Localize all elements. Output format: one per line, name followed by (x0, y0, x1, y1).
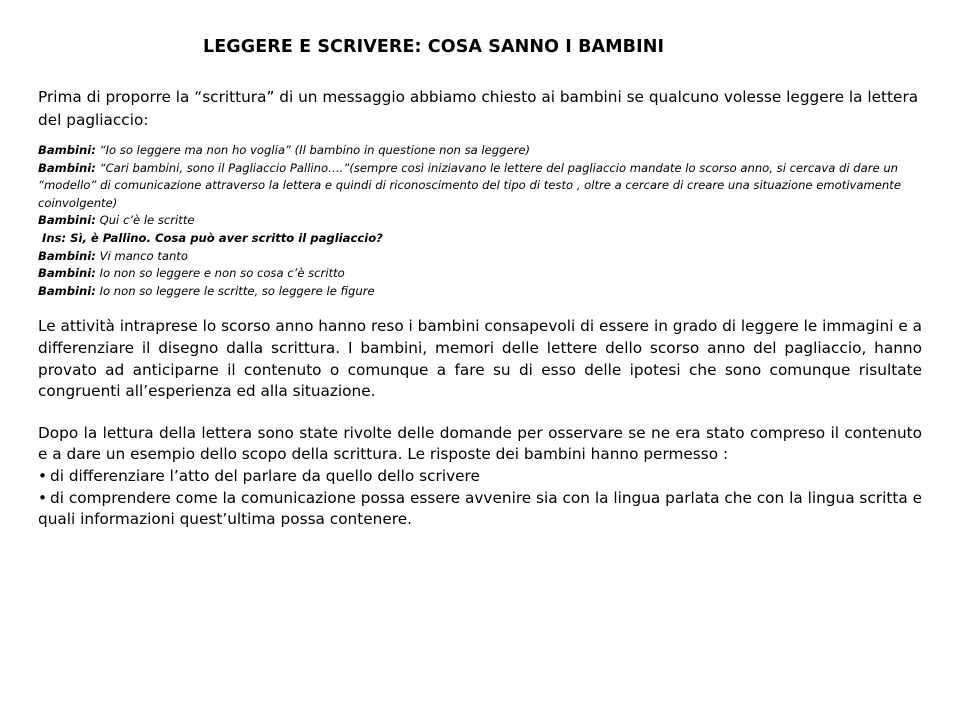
bullet-text: di comprendere come la comunicazione possa essere avvenire sia con la lingua parlata che con la lingua scritta e quali informazioni quest’ultima possa contenere. (38, 488, 922, 529)
dialogue-text: “Cari bambini, sono il Pagliaccio Pallino….”(sempre così iniziavano le lettere del pagliaccio mandate lo scorso anno, si cercava di dare un “modello” di comunicazione attraverso la lettera e quindi di riconoscimento del tipo di testo , oltre a cercare di creare una situazione emotivamente coinvolgente) (38, 160, 901, 210)
dialogue-line-teacher (38, 230, 922, 248)
dialogue-speaker: Bambini: (38, 266, 96, 281)
dialogue-line (38, 142, 922, 160)
dialogue-speaker: Bambini: (38, 160, 96, 175)
dialogue-speaker: Bambini: (38, 283, 96, 298)
dialogue-speaker: Bambini: (38, 213, 96, 228)
bullet-icon: • (38, 488, 48, 507)
teacher-question: Ins: Sì, è Pallino. Cosa può aver scritto il pagliaccio? (42, 230, 383, 245)
dialogue-text: Vi manco tanto (95, 248, 188, 263)
intro-paragraph: Prima di proporre la “scrittura” di un messaggio abbiamo chiesto ai bambini se qualcuno volesse leggere la lettera del pagliaccio: (38, 88, 919, 129)
reading-paragraph: Dopo la lettura della lettera sono state rivolte delle domande per osservare se ne era stato compreso il contenuto e a dare un esempio dello scopo della scrittura. Le risposte dei bambini hanno permesso : (38, 423, 922, 464)
activities-paragraph: Le attività intraprese lo scorso anno hanno reso i bambini consapevoli di essere in grado di leggere le immagini e a differenziare il disegno dalla scrittura. I bambini, memori delle lettere dello scorso anno del pagliaccio, hanno provato ad anticiparne il contenuto o comunque a fare su di esso delle ipotesi che sono comunque risultate congruenti all’esperienza ed alla situazione. (38, 317, 922, 401)
bullet-item (38, 466, 922, 488)
dialogue-speaker: Bambini: (38, 143, 96, 157)
page-title: LEGGERE E SCRIVERE: COSA SANNO I BAMBINI (203, 37, 665, 57)
dialogue-line (38, 212, 922, 230)
dialogue-line (38, 248, 922, 266)
bullet-text: di differenziare l’atto del parlare da quello dello scrivere (50, 466, 480, 485)
bullet-icon: • (38, 466, 48, 485)
dialogue-text: Qui c’è le scritte (95, 213, 195, 228)
dialogue-line (38, 265, 922, 283)
dialogue-line (38, 160, 922, 213)
bullet-item (38, 488, 922, 531)
dialogue-transcript (38, 142, 922, 300)
dialogue-text: Io non so leggere le scritte, so leggere le figure (95, 283, 375, 298)
slide-content (38, 86, 922, 531)
dialogue-text: Io non so leggere e non so cosa c’è scritto (95, 266, 345, 281)
dialogue-speaker: Bambini: (38, 248, 96, 263)
dialogue-text: “Io so leggere ma non ho voglia” (Il bambino in questione non sa leggere) (95, 143, 531, 157)
dialogue-line (38, 283, 922, 301)
